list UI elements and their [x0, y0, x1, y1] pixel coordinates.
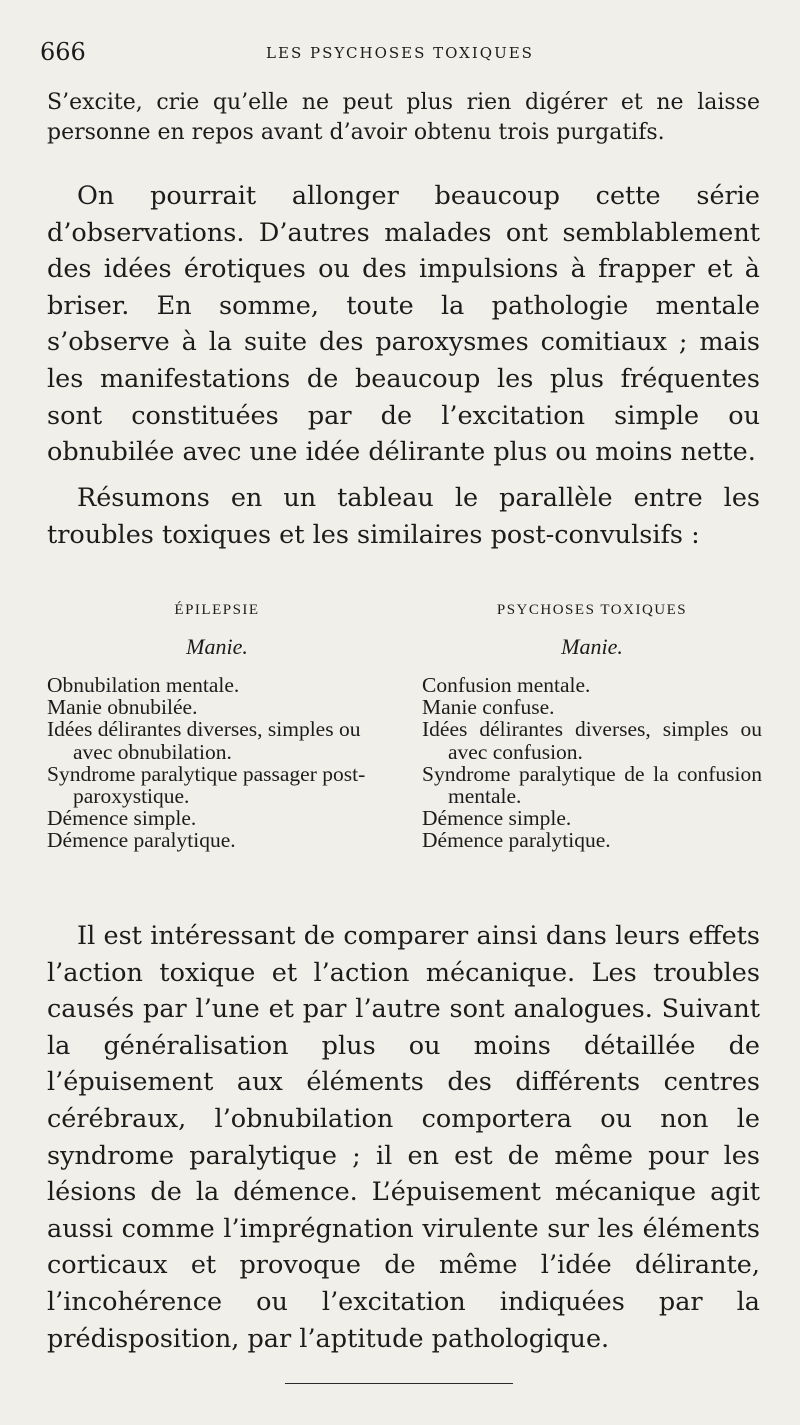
paragraph-summary-intro: Résumons en un tableau le parallèle entre les troubles toxiques et les similaires post-convulsifs : [47, 483, 760, 550]
list-item: Syndrome paralytique passager post-paroxystique. [47, 761, 366, 809]
paragraph-observations: On pourrait allonger beaucoup cette série d’observations. D’autres malades ont semblablement des idées érotiques ou des impulsions à frapper et à briser. En somme, toute la pathologie mentale s’observe à la suite des paroxysmes comitiaux ; mais les manifestations de beaucoup les plus fréquentes sont constituées par de l’excitation simple ou obnubilée avec une idée délirante plus ou moins nette. [47, 181, 760, 468]
list-item: Démence simple. [47, 806, 197, 831]
footnote-divider [285, 1383, 513, 1384]
paragraph-continuation: S’excite, crie qu’elle ne peut plus rien digérer et ne laisse personne en repos avant d’avoir obtenu trois purgatifs. [47, 90, 760, 145]
page-number: 666 [40, 38, 86, 66]
comparison-column-epilepsie [47, 596, 387, 852]
page-header [0, 38, 800, 68]
column-subheading: Manie. [186, 634, 248, 659]
list-item: Idées délirantes diverses, simples ou avec obnubilation. [47, 717, 361, 764]
list-item: Démence simple. [422, 806, 572, 831]
list-item: Démence paralytique. [422, 828, 611, 853]
column-heading: PSYCHOSES TOXIQUES [496, 602, 688, 618]
list-item: Idées délirantes diverses, simples ou avec confusion. [422, 717, 762, 764]
list-item: Démence paralytique. [47, 828, 236, 853]
list-item: Confusion mentale. [422, 673, 591, 697]
list-item: Obnubilation mentale. [47, 673, 240, 697]
list-item: Syndrome paralytique de la confusion mentale. [422, 761, 762, 809]
paragraph-comparison: Il est intéressant de comparer ainsi dans leurs effets l’action toxique et l’action mécanique. Les troubles causés par l’une et par l’autre sont analogues. Suivant la généralisation plus ou moins détaillée de l’épuisement aux éléments des différents centres cérébraux, l’obnubilation comportera ou non le syndrome paralytique ; il en est de même pour les lésions de la démence. L’épuisement mécanique agit aussi comme l’imprégnation virulente sur les éléments corticaux et provoque de même l’idée délirante, l’incohérence ou l’excitation indiquées par la prédisposition, par l’aptitude pathologique. [47, 921, 760, 1354]
column-subheading: Manie. [561, 634, 623, 659]
list-item: Manie obnubilée. [47, 695, 198, 720]
list-item: Manie confuse. [422, 695, 555, 720]
comparison-column-psychoses [422, 596, 762, 852]
column-heading: ÉPILEPSIE [174, 602, 260, 618]
running-title: LES PSYCHOSES TOXIQUES [266, 44, 534, 62]
